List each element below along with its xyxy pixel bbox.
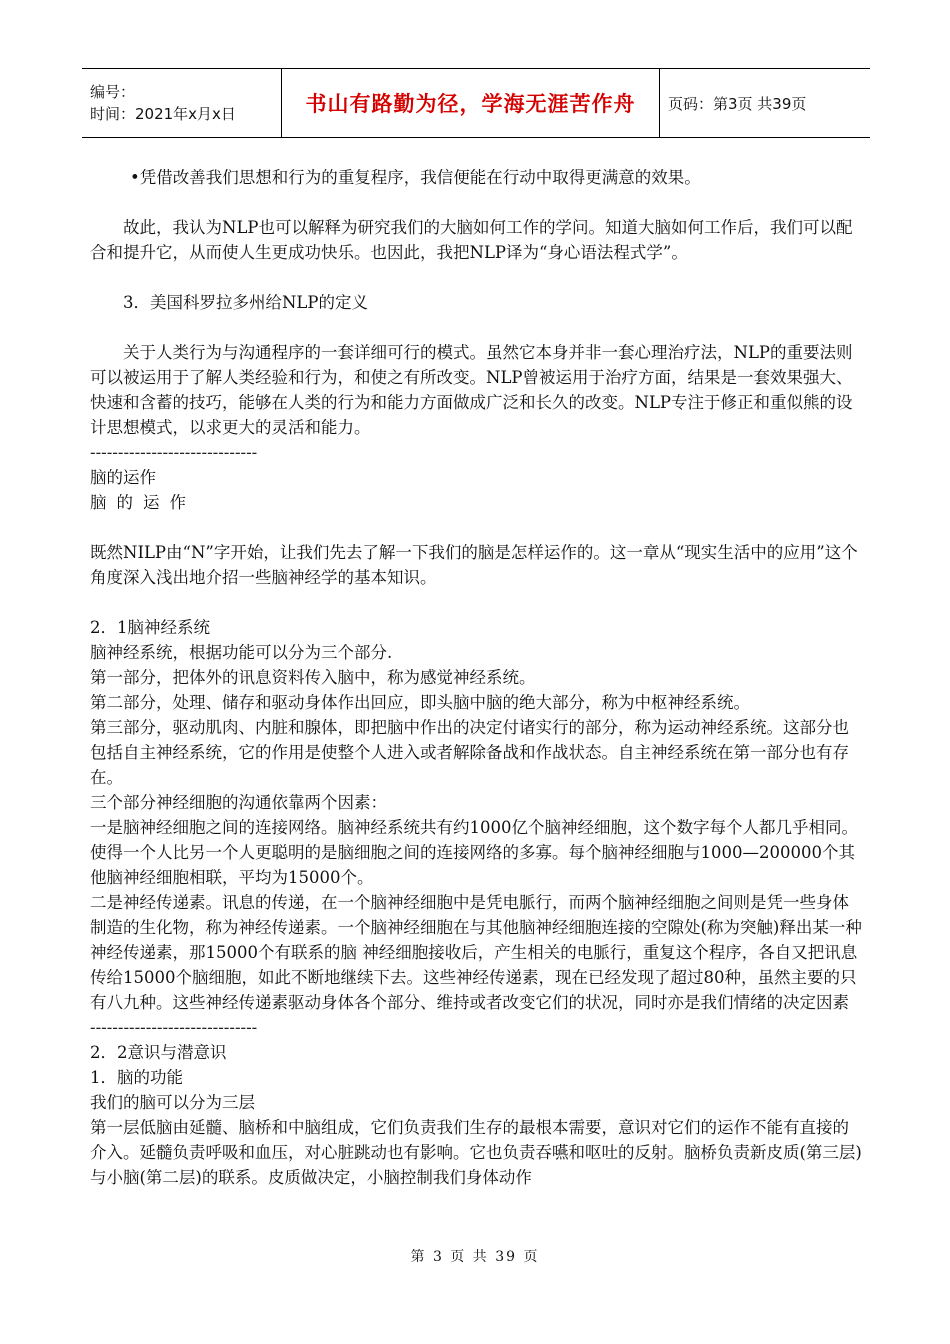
separator: ------------------------------: [90, 1018, 258, 1037]
motto: 书山有路勤为径，学海无涯苦作舟: [305, 92, 636, 116]
page-footer: 第 3 页 共 39 页: [410, 1249, 540, 1265]
section-heading: 3．美国科罗拉多州给NLP的定义: [123, 293, 368, 312]
paragraph: 既然NILP由“N”字开始，让我们先去了解一下我们的脑是怎样运作的。这一章从“现实生活中的应用”这个角度深入浅出地介招一些脑神经学的基本知识。: [90, 543, 858, 587]
header-page-cell: [660, 69, 870, 137]
paragraph: 第三部分，驱动肌肉、内脏和腺体，即把脑中作出的决定付诸实行的部分，称为运动神经系统。这部分也包括自主神经系统，它的作用是使整个人进入或者解除备战和作战状态。自主神经系统在第一部分也有存在。: [90, 718, 849, 787]
paragraph: 第一层低脑由延髓、脑桥和中脑组成，它们负责我们生存的最根本需要，意识对它们的运作不能有直接的介入。延髓负责呼吸和血压，对心脏跳动也有影响。它也负责吞嚥和呕吐的反射。脑桥负责新皮质(第三层)与小脑(第二层)的联系。皮质做决定，小脑控制我们身体动作: [90, 1118, 862, 1187]
paragraph: 第二部分，处理、储存和驱动身体作出回应，即头脑中脑的绝大部分，称为中枢神经系统。: [90, 693, 750, 712]
section-heading: 2．1脑神经系统: [90, 618, 210, 637]
paragraph: 第一部分，把体外的讯息资料传入脑中，称为感觉神经系统。: [90, 668, 536, 687]
paragraph: 三个部分神经细胞的沟通依靠两个因素：: [90, 793, 387, 812]
page-header: [82, 68, 870, 138]
heading: 脑的运作: [90, 468, 156, 487]
paragraph: 一是脑神经细胞之间的连接网络。脑神经系统共有约1000亿个脑神经细胞，这个数字每个人都几乎相同。使得一个人比另一个人更聪明的是脑细胞之间的连接网络的多寡。每个脑神经细胞与1000—200000个其他脑神经细胞相联，平均为15000个。: [90, 818, 858, 887]
document-body: [90, 165, 862, 1190]
bullet-line: •凭借改善我们思想和行为的重复程序，我信便能在行动中取得更满意的效果。: [130, 168, 701, 187]
paragraph: 我们的脑可以分为三层: [90, 1093, 255, 1112]
number-label: 编号：: [90, 83, 136, 101]
paragraph: 脑神经系统，根据功能可以分为三个部分.: [90, 643, 393, 662]
header-meta: [82, 69, 282, 137]
date-label: 时间：2021年x月x日: [90, 105, 236, 123]
paragraph: 故此，我认为NLP也可以解释为研究我们的大脑如何工作的学问。知道大脑如何工作后，我们可以配合和提升它，从而使人生更成功快乐。也因此，我把NLP译为“身心语法程式学”。: [90, 218, 853, 262]
section-heading: 2．2意识与潜意识: [90, 1043, 227, 1062]
header-motto-cell: [282, 69, 660, 137]
subheading: 1．脑的功能: [90, 1068, 183, 1087]
heading-spaced: 脑的运作: [90, 493, 196, 512]
paragraph: 二是神经传递素。讯息的传递，在一个脑神经细胞中是凭电脈行，而两个脑神经细胞之间则是凭一些身体制造的生化物，称为神经传递素。一个脑神经细胞在与其他脑神经细胞连接的空隙处(称为突触)释出某一种神经传递素，那15000个有联系的脑 神经细胞接收后，产生相关的电脈行，重复这个程序，各自又把讯息传给15000个脑细胞，如此不断地继续下去。这些神经传递素，现在已经发现了超过80种，虽然主要的只有八九种。这些神经传递素驱动身体各个部分、维持或者改变它们的状况，同时亦是我们情绪的决定因素: [90, 893, 862, 1012]
paragraph: 关于人类行为与沟通程序的一套详细可行的模式。虽然它本身并非一套心理治疗法，NLP的重要法则可以被运用于了解人类经验和行为，和使之有所改变。NLP曾被运用于治疗方面，结果是一套效果强大、快速和含蓄的技巧，能够在人类的行为和能力方面做成广泛和长久的改变。NLP专注于修正和重似熊的设计思想模式，以求更大的灵活和能力。: [90, 343, 853, 437]
page-label: 页码：第3页 共39页: [668, 94, 807, 113]
separator: ------------------------------: [90, 443, 258, 462]
